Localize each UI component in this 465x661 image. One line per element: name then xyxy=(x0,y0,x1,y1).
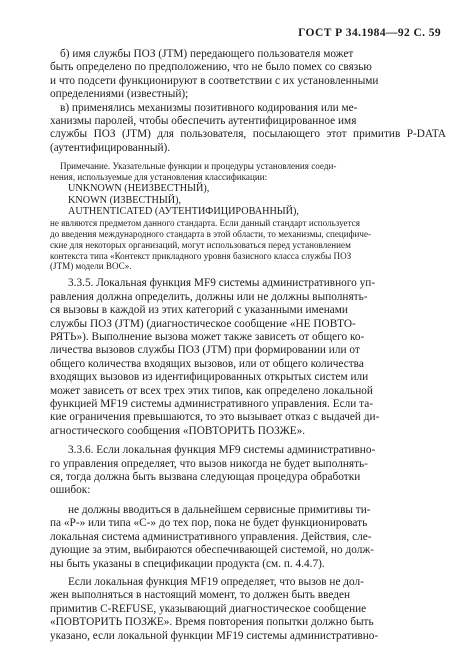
note-intro: Примечание. Указательные функции и процедуры установления соеди- нения, используемые для установления классификации: xyxy=(50,161,337,183)
clause-3-3-6: 3.3.6. Если локальная функция MF9 системы административно- го управления определяет, что вызов никогда не будет выполнять- ся, тогда должна быть вызвана следующая процедура обработки ошибок: xyxy=(50,444,376,497)
note-block xyxy=(50,161,446,272)
page-body xyxy=(50,48,446,643)
note-classification-list: UNKNOWN (НЕИЗВЕСТНЫЙ), KNOWN (ИЗВЕСТНЫЙ), AUTHENTICATED (АУТЕНТИФИЦИРОВАННЫЙ), xyxy=(68,183,299,218)
running-header: ГОСТ Р 34.1984—92 С. 59 xyxy=(298,27,441,39)
paragraph-item-v: в) применялись механизмы позитивного кодирования или ме- ханизмы паролей, чтобы обеспечить аутентифицированное имя службы ПОЗ (JTM) для пользователя, посылающего этот примитив P-DATA (аутентифицированный). xyxy=(50,101,446,154)
note-continuation: не являются предметом данного стандарта. Если данный стандарт используется до введения международного стандарта в этой области, то механизмы, специфиче- ские для некоторых организаций, могут использоваться перед установлением контекста типа «Контекст прикладного уровня базисного класса службы ПОЗ (JTM) модели ВОС». xyxy=(50,217,372,272)
paragraph-item-b: б) имя службы ПОЗ (JTM) передающего пользователя может быть определено по предположению, что не было помех со связью и что подсети функционируют в соответствии с их установленными определениями (известный); xyxy=(50,48,379,101)
clause-3-3-5: 3.3.5. Локальная функция MF9 системы административного уп- равления должна определить, должны или не должны выполнять- ся вызовы в каждой из этих категорий с указанными именами службы ПОЗ (JTM) (диагностическое сообщение «НЕ ПОВТО- РЯТЬ»). Выполнение вызова может также зависеть от общего ко- личества вызовов службы ПОЗ (JTM) при формировании или от общего количества входящих вызовов, или от общего количества входящих вызовов из идентифицированных открытых систем или может зависеть от всех трех этих типов, как определено локальной функцией MF19 системы административного управления. Если та- кие ограничения превышаются, то это вызывает отказ с выдачей ди- агностического сообщения «ПОВТОРИТЬ ПОЗЖЕ». xyxy=(50,277,380,437)
mf19-paragraph: Если локальная функция MF19 определяет, что вызов не дол- жен выполняться в настоящий момент, то должен быть введен примитив C-REFUSE, указывающий диагностическое сообщение «ПОВТОРИТЬ ПОЗЖЕ». Время повторения попытки должно быть указано, если локальной функции MF19 системы административно- xyxy=(50,575,379,642)
error-procedure-text: не должны вводиться в дальнейшем сервисные примитивы ти- па «Р-» или типа «С-» до тех пор, пока не будет функционировать локальная система административного управления. Действия, сле- дующие за этим, выбираются обеспечивающей системой, но долж- ны быть указаны в спецификации продукта (см. п. 4.4.7). xyxy=(50,503,374,570)
